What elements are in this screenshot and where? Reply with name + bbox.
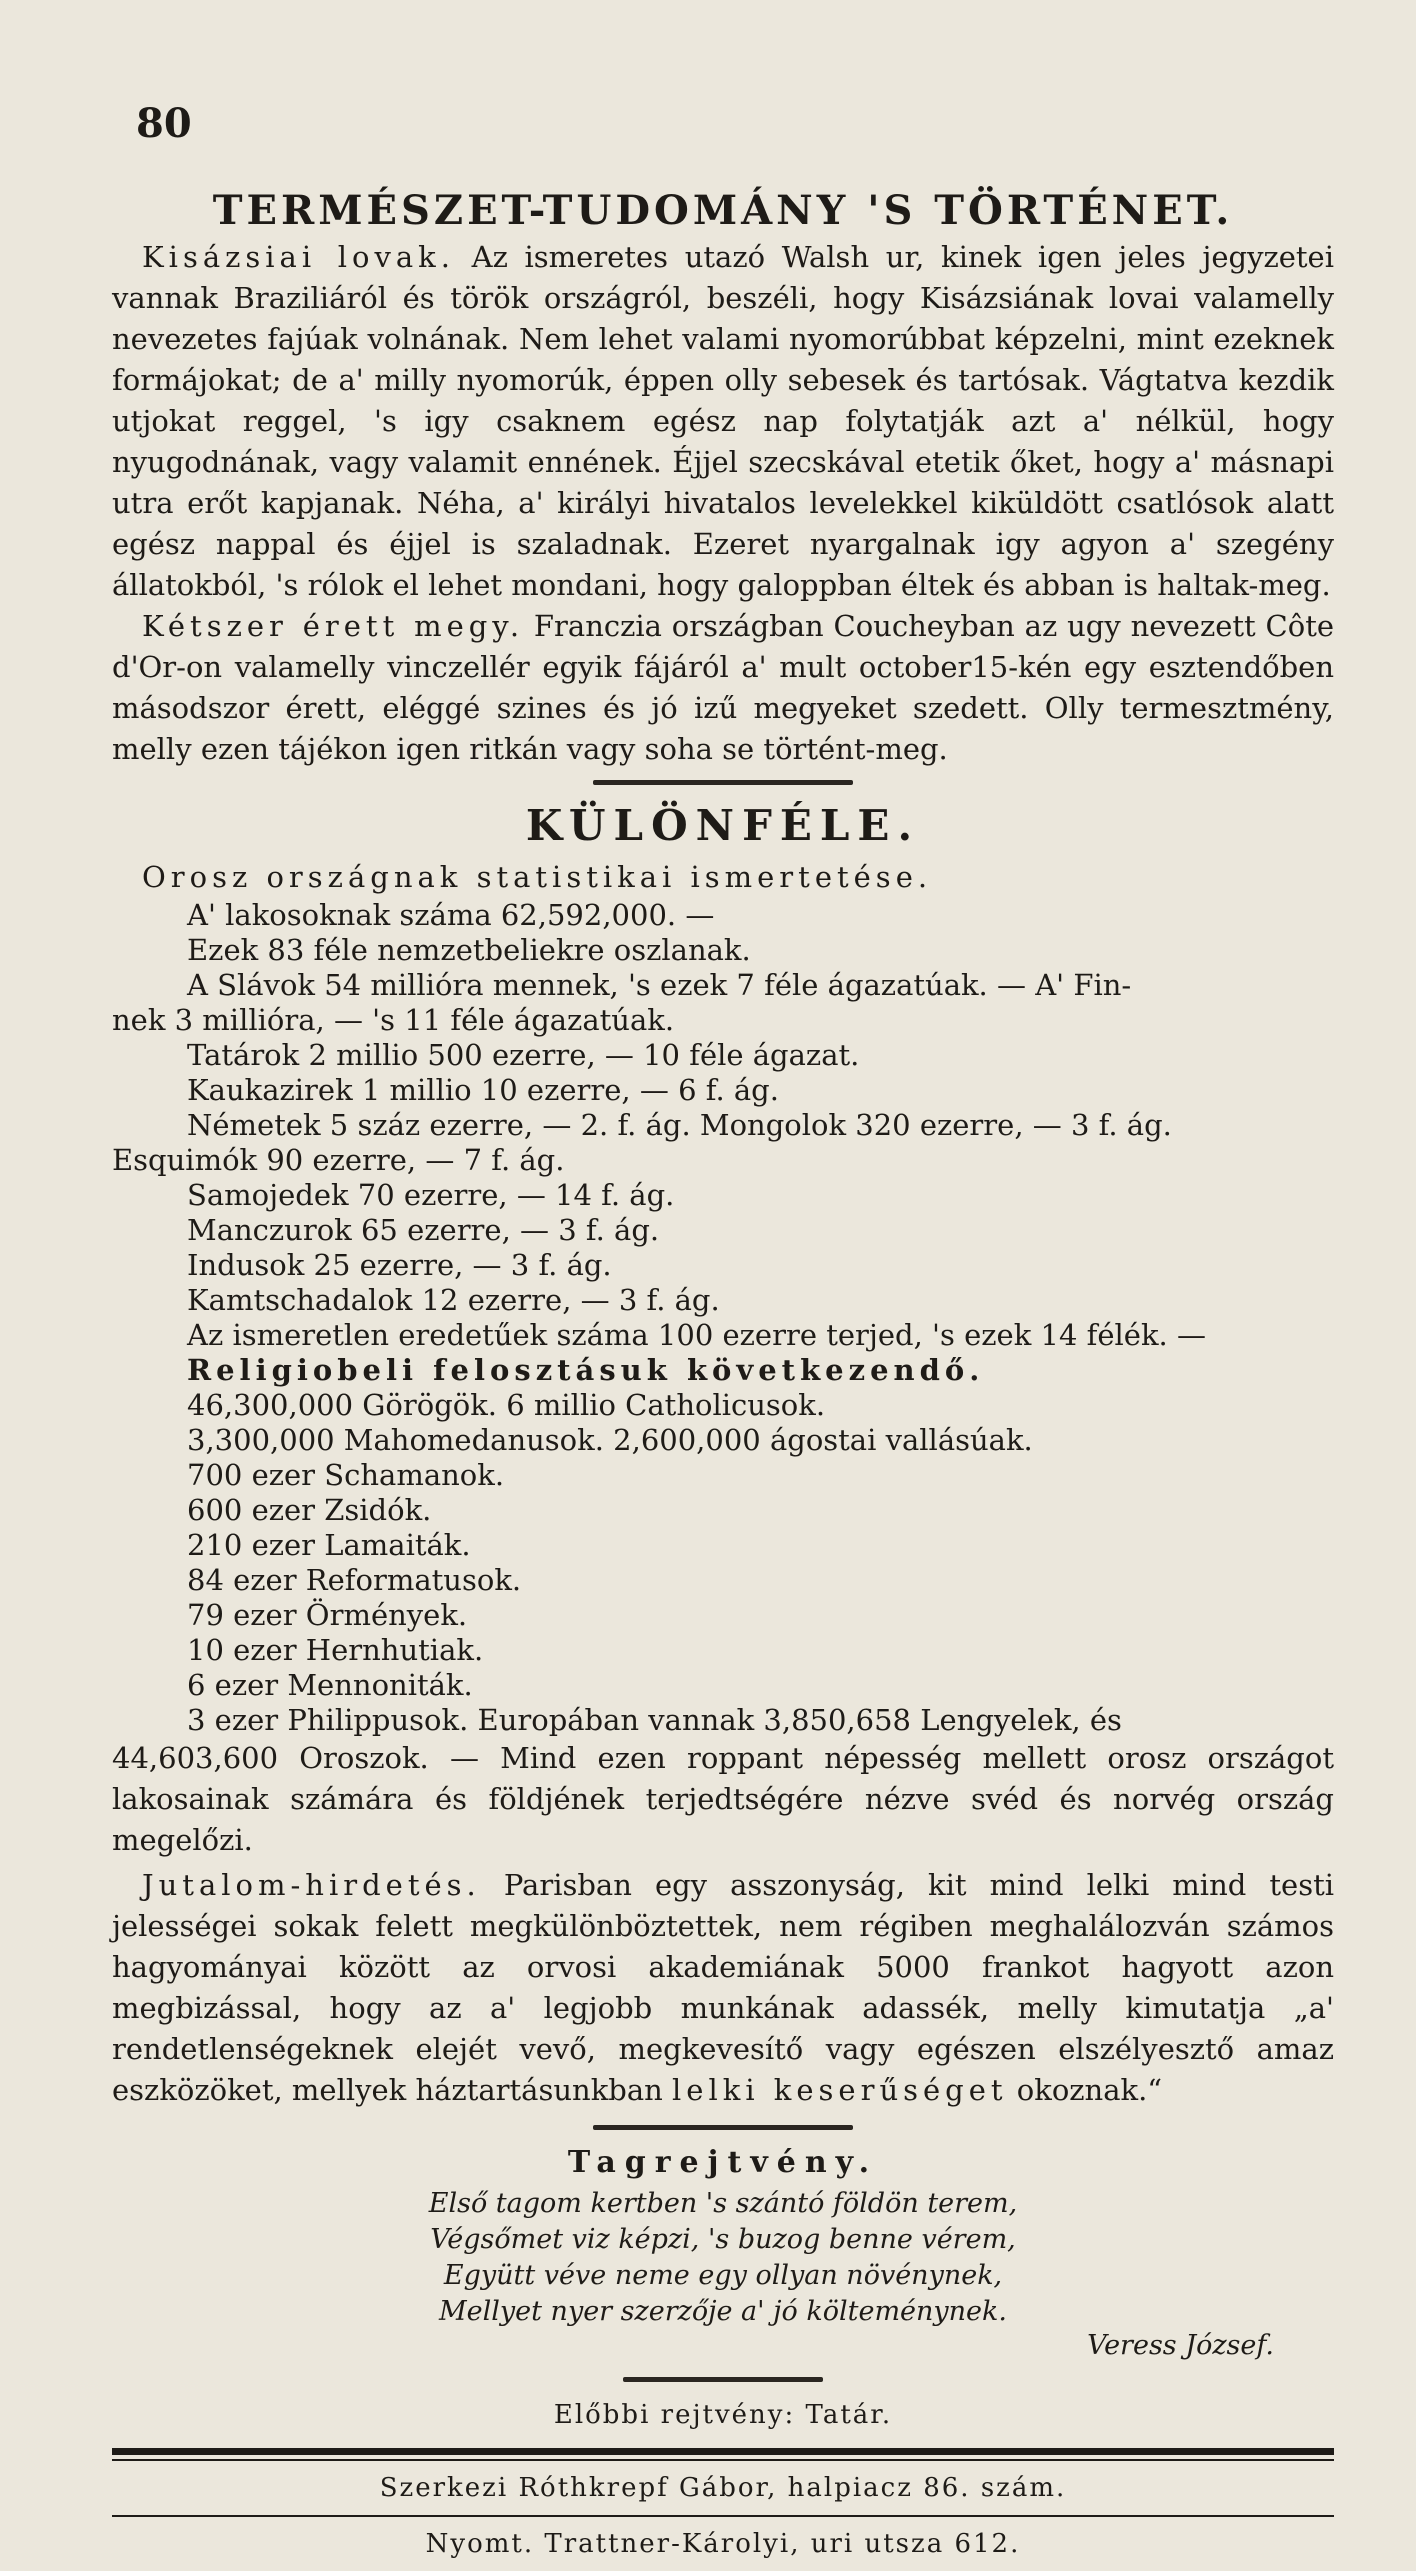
religion-line: 6 ezer Mennoniták. [187,1668,473,1702]
stat-line: A Slávok 54 millióra mennek, 's ezek 7 féle ágazatúak. — A' Fin- [187,968,1132,1002]
religion-line: 210 ezer Lamaiták. [187,1528,471,1562]
riddle-line: Mellyet nyer szerzője a' jó költeménynek. [439,2296,1007,2327]
stat-line: Indusok 25 ezerre, — 3 f. ág. [187,1248,612,1282]
stat-line: Samojedek 70 ezerre, — 14 f. ág. [187,1178,675,1212]
stat-line: Tatárok 2 millio 500 ezerre, — 10 féle ágazat. [187,1038,860,1072]
religion-heading: Religiobeli felosztásuk következendő. [187,1353,985,1387]
text-column [112,185,1334,2571]
stat-line: Az ismeretlen eredetűek száma 100 ezerre terjed, 's ezek 14 félék. — [187,1318,1206,1352]
riddle-line: Első tagom kertben 's szántó földön terem, [428,2188,1018,2219]
article-prize-notice: Jutalom-hirdetés. Parisban egy asszonyság, kit mind lelki mind testi jelességei sokak felett megkülönböztettek, nem régiben meghalálozván számos hagyományai között az orvosi akademiának 5000 frankot hagyott azon megbizással, hogy az a' legjobb munkának adassék, melly kimutatja „a' rendetlenségeknek elejét vevő, megkevesítő vagy egészen elszélyesztő amaz eszközöket, mellyek háztartásunkban lelki keserűséget okoznak.“ [112,1868,1335,2107]
religion-line: 3 ezer Philippusok. Europában vannak 3,850,658 Lengyelek, és [187,1703,1122,1737]
editor-line: Szerkezi Róthkrepf Gábor, halpiacz 86. szám. [379,2473,1067,2503]
stat-line: Kamtschadalok 12 ezerre, — 3 f. ág. [187,1283,720,1317]
religion-line: 84 ezer Reformatusok. [187,1563,522,1597]
article-body: Az ismeretes utazó Walsh ur, kinek igen jeles jegyzetei vannak Braziliáról és török országról, beszéli, hogy Kisázsiának lovai valamelly nevezetes fajúak volnának. Nem lehet valami nyomorúbbat képzelni, mint ezeknek formájokat; de a' milly nyomorúk, éppen olly sebesek és tartósak. Vágtatva kezdik utjokat reggel, 's igy csaknem egész nap folytatják azt a' nélkül, hogy nyugodnának, vagy valamit ennének. Éjjel szecskával etetik őket, hogy a' másnapi utra erőt kapjanak. Néha, a' királyi hivatalos levelekkel kiküldött csatlósok alatt egész nappal és éjjel is szaladnak. Ezeret nyargalnak igy agyon a' szegény állatokból, 's rólok el lehet mondani, hogy galoppban éltek és abban is haltak-meg. [112,240,1334,602]
page-number: 80 [136,100,192,147]
footer-rule [112,2448,1334,2455]
religion-line: 46,300,000 Görögök. 6 millio Catholicusok. [187,1388,826,1422]
article-body: Parisban egy asszonyság, kit mind lelki mind testi jelességei sokak felett megkülönböztettek, nem régiben meghalálozván számos hagyományai között az orvosi akademiának 5000 frankot hagyott azon megbizással, hogy az a' legjobb munkának adassék, melly kimutatja „a' rendetlenségeknek elejét vevő, megkevesítő vagy egészen elszélyesztő amaz eszközöket, mellyek háztartásunkban [112,1868,1335,2107]
stat-line: Esquimók 90 ezerre, — 7 f. ág. [112,1143,565,1177]
section-title-natural-history: TERMÉSZET-TUDOMÁNY 'S TÖRTÉNET. [212,187,1234,234]
divider [593,2125,853,2130]
divider [623,2377,823,2382]
religion-line: 700 ezer Schamanok. [187,1458,505,1492]
section-title-miscellany: KÜLÖNFÉLE. [525,801,921,850]
stat-line: Ezek 83 féle nemzetbeliekre oszlanak. [187,933,751,967]
riddle-title: Tagrejtvény. [567,2145,879,2180]
article-lead: Kétszer érett megy. [142,609,525,643]
riddle-line: Együtt véve neme egy ollyan növénynek, [443,2260,1003,2291]
stat-line: nek 3 millióra, — 's 11 féle ágazatúak. [112,1003,675,1037]
riddle-author: Veress József. [1087,2330,1274,2361]
article-lead: Jutalom-hirdetés. [142,1868,481,1902]
religion-line: 600 ezer Zsidók. [187,1493,432,1527]
stat-line: A' lakosoknak száma 62,592,000. — [187,898,715,932]
divider [593,780,853,785]
printer-line: Nyomt. Trattner-Károlyi, uri utsza 612. [425,2529,1021,2559]
article-twice-ripened [112,606,1334,770]
article-body: Franczia országban Coucheyban az ugy nevezett Côte d'Or-on valamelly vinczellér egyik fájáról a' mult october15-kén egy esztendőben másodszor érett, eléggé szines és jó izű megyeket szedett. Olly termesztmény, melly ezen tájékon igen ritkán vagy soha se történt-meg. [112,609,1335,766]
religion-line: 10 ezer Hernhutiak. [187,1633,484,1667]
previous-riddle-answer: Előbbi rejtvény: Tatár. [553,2400,893,2430]
religion-tail: 44,603,600 Oroszok. — Mind ezen roppant népesség mellett orosz országot lakosainak számára és földjének terjedtségére nézve svéd és norvég ország megelőzi. [112,1741,1334,1857]
stat-line: Manczurok 65 ezerre, — 3 f. ág. [187,1213,660,1247]
article-small-asia-horses [112,237,1334,606]
stat-line: Németek 5 száz ezerre, — 2. f. ág. Mongolok 320 ezerre, — 3 f. ág. [187,1108,1172,1142]
religion-line: 79 ezer Örmények. [187,1598,468,1632]
article-lead: Kisázsiai lovak. [142,240,455,274]
religion-line: 3,300,000 Mahomedanusok. 2,600,000 ágostai vallásúak. [187,1423,1033,1457]
statistics-heading: Orosz országnak statistikai ismertetése. [142,860,933,894]
riddle-line: Végsőmet viz képzi, 's buzog benne vérem, [430,2224,1016,2255]
stat-line: Kaukazirek 1 millio 10 ezerre, — 6 f. ág. [187,1073,779,1107]
